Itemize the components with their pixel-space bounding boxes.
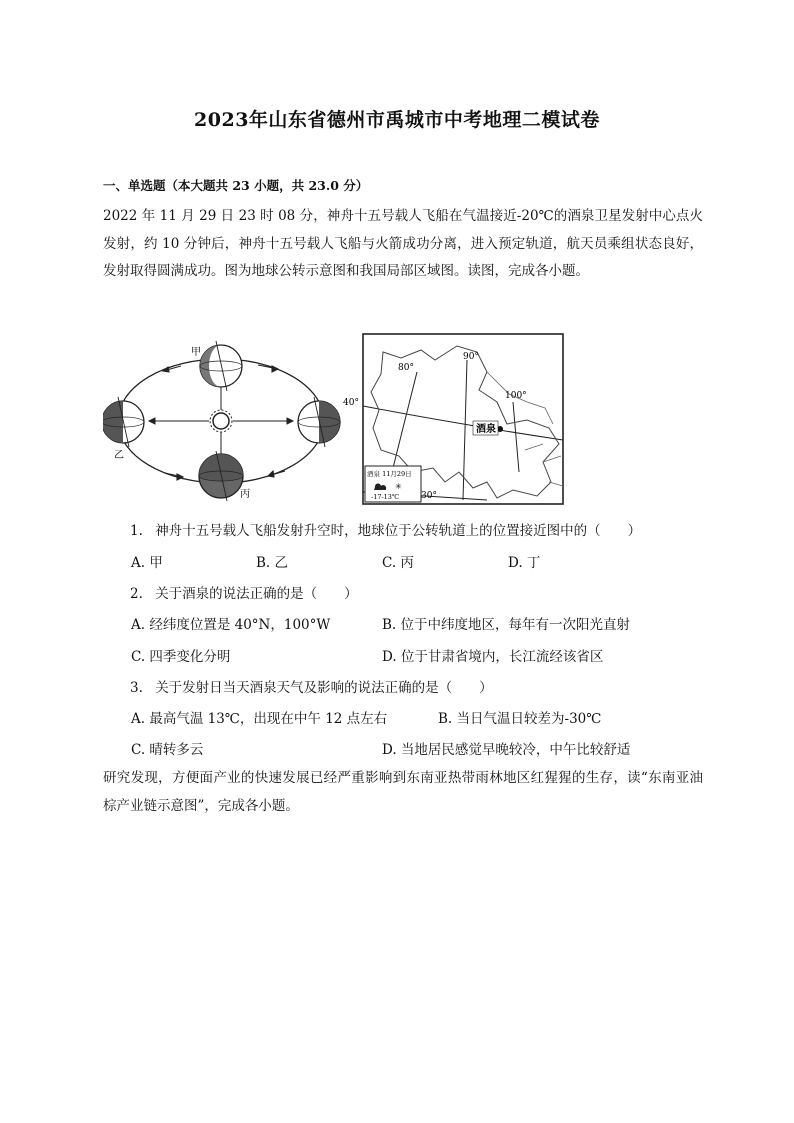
- label-bing: 丙: [240, 489, 250, 500]
- question-2-option-b[interactable]: B. 位于中纬度地区，每年有一次阳光直射: [382, 617, 631, 633]
- next-paragraph: 研究发现，方便面产业的快速发展已经严重影响到东南亚热带雨林地区红猩猩的生存，读“东南亚油棕产业链示意图”，完成各小题。: [103, 770, 703, 814]
- question-1-option-b[interactable]: B. 乙: [256, 555, 289, 571]
- globe-bing: [199, 451, 243, 501]
- weather-box: [365, 466, 421, 502]
- label-yi: 乙: [114, 450, 124, 461]
- question-2-option-d[interactable]: D. 位于甘肃省境内，长江流经该省区: [382, 649, 604, 665]
- sun-icon: [210, 410, 232, 432]
- intro-paragraph: 2022 年 11 月 29 日 23 时 08 分，神舟十五号载人飞船在气温接近-20℃的酒泉卫星发射中心点火发射，约 10 分钟后，神舟十五号载人飞船与火箭成功分离，进入预定轨道，航天员乘组状态良好，发射取得圆满成功。图为地球公转示意图和我国局部区域图。读图，完成各小题。: [103, 208, 703, 279]
- page-title: 2023年山东省德州市禹城市中考地理二模试卷: [194, 109, 600, 131]
- lat-30-label: 30°: [421, 491, 437, 501]
- question-1-text: 神舟十五号载人飞船发射升空时，地球位于公转轨道上的位置接近图中的（ ）: [155, 523, 642, 539]
- question-3-number: 3.: [130, 680, 143, 696]
- svg-text:酒泉 11月29日: 酒泉 11月29日: [367, 470, 412, 478]
- label-jia: 甲: [191, 347, 201, 358]
- lon-90-label: 90°: [463, 352, 479, 362]
- question-2-option-c[interactable]: C. 四季变化分明: [131, 649, 231, 665]
- question-1-option-d[interactable]: D. 丁: [508, 555, 541, 571]
- question-2: [130, 582, 358, 602]
- question-3-option-b[interactable]: B. 当日气温日较差为-30℃: [438, 711, 602, 727]
- question-2-option-a[interactable]: A. 经纬度位置是 40°N，100°W: [131, 617, 331, 633]
- svg-text:-17-13℃: -17-13℃: [371, 493, 400, 501]
- snow-icon: ✳: [395, 482, 402, 491]
- question-1-option-c[interactable]: C. 丙: [382, 555, 414, 571]
- regional-map: [337, 332, 567, 508]
- question-1: [130, 519, 641, 539]
- question-3-option-c[interactable]: C. 晴转多云: [131, 742, 204, 758]
- globe-yi: [103, 397, 144, 447]
- question-1-option-a[interactable]: A. 甲: [131, 555, 163, 571]
- lon-80-label: 80°: [398, 363, 414, 373]
- question-3-text: 关于发射日当天酒泉天气及影响的说法正确的是（ ）: [155, 680, 493, 696]
- question-1-number: 1.: [130, 523, 143, 539]
- globe-right: [298, 397, 340, 447]
- question-2-number: 2.: [130, 586, 143, 602]
- globe-jia: [200, 341, 242, 391]
- lat-40-label: 40°: [343, 398, 359, 408]
- question-2-text: 关于酒泉的说法正确的是（ ）: [155, 586, 358, 602]
- earth-orbit-diagram: [103, 336, 343, 506]
- lon-100-label: 100°: [505, 391, 527, 401]
- question-3-option-a[interactable]: A. 最高气温 13℃，出现在中午 12 点左右: [131, 711, 388, 727]
- question-3: [130, 676, 493, 696]
- question-3-option-d[interactable]: D. 当地居民感觉早晚较冷，中午比较舒适: [382, 742, 631, 758]
- section-heading: 一、单选题（本大题共 23 小题，共 23.0 分）: [103, 178, 369, 193]
- city-label: 酒泉: [476, 424, 496, 435]
